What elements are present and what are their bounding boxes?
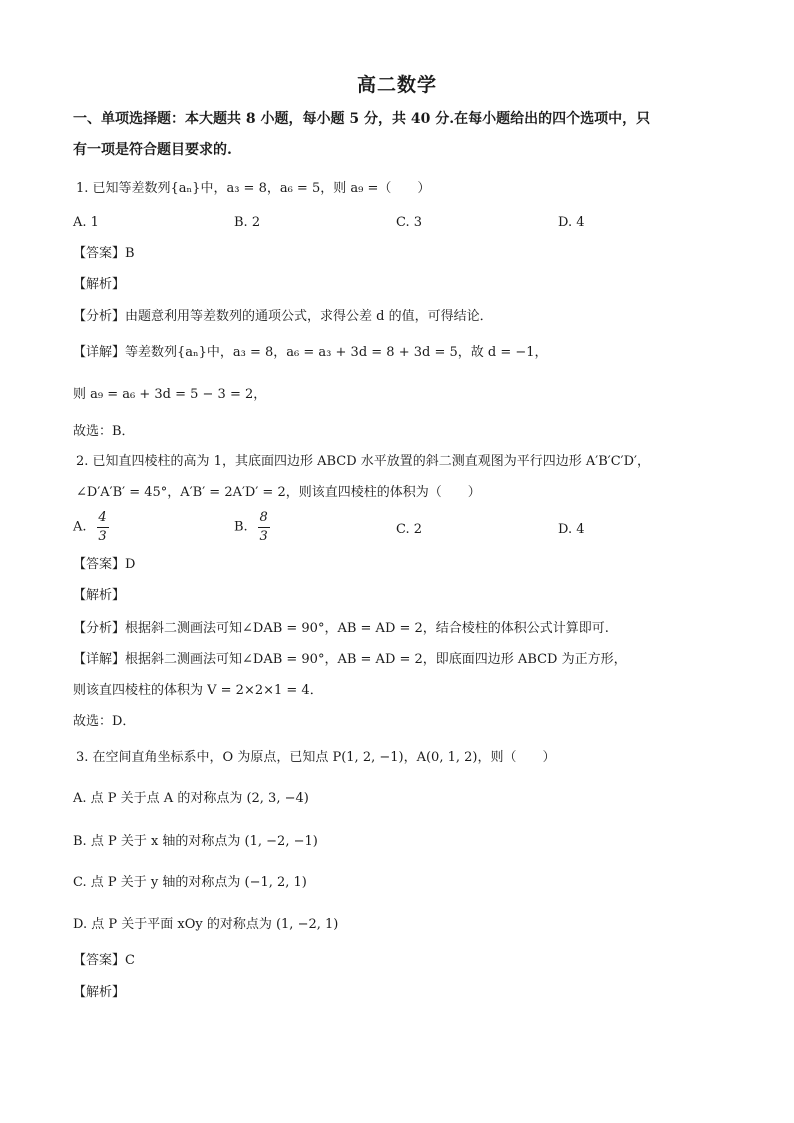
q2-option-a-numerator: 4 <box>98 510 107 525</box>
q3-option-c: C. 点 P 关于 y 轴的对称点为 (−1, 2, 1) <box>73 875 307 890</box>
q1-option-b: B. 2 <box>234 215 261 230</box>
q1-conclusion: 故选：B． <box>73 424 135 439</box>
q2-calc: 则该直四棱柱的体积为 V = 2×2×1 = 4． <box>73 683 323 698</box>
q2-option-b-denominator: 3 <box>259 529 268 544</box>
q2-fenxi: 【分析】根据斜二测画法可知∠DAB = 90°，AB = AD = 2，结合棱柱的体积公式计算即可. <box>73 621 609 636</box>
section-heading-line2: 有一项是符合题目要求的. <box>73 142 232 158</box>
section-heading-line1: 一、单项选择题：本大题共 8 小题，每小题 5 分，共 40 分.在每小题给出的四个选项中，只 <box>73 111 651 127</box>
q2-stem-line1: 2. 已知直四棱柱的高为 1，其底面四边形 ABCD 水平放置的斜二测直观图为平行四边形 A′B′C′D′， <box>76 454 651 469</box>
q1-analysis-label: 【解析】 <box>73 277 126 292</box>
q1-option-d: D. 4 <box>558 215 585 230</box>
q2-option-a-label: A. <box>73 519 87 535</box>
q2-option-a <box>73 511 109 544</box>
page-title: 高二数学 <box>356 74 437 96</box>
q3-option-a: A. 点 P 关于点 A 的对称点为 (2, 3, −4) <box>73 791 309 806</box>
q2-option-b-label: B. <box>234 519 248 535</box>
q2-answer: 【答案】D <box>73 557 136 572</box>
q2-stem-line2: ∠D′A′B′ = 45°，A′B′ = 2A′D′ = 2，则该直四棱柱的体积为（ ） <box>76 485 481 500</box>
q1-option-c: C. 3 <box>396 215 423 230</box>
q2-option-b-numerator: 8 <box>259 510 268 525</box>
q2-option-a-fraction <box>97 511 109 544</box>
q1-calc: 则 a₉ = a₆ + 3d = 5 − 3 = 2， <box>73 387 267 402</box>
q2-option-d: D. 4 <box>558 522 585 537</box>
q2-xiangjie: 【详解】根据斜二测画法可知∠DAB = 90°，AB = AD = 2，即底面四边形 ABCD 为正方形， <box>73 652 627 667</box>
q3-option-d: D. 点 P 关于平面 xOy 的对称点为 (1, −2, 1) <box>73 917 339 932</box>
q3-stem: 3. 在空间直角坐标系中，O 为原点，已知点 P(1, 2, −1)，A(0, 1, 2)，则（ ） <box>76 750 556 765</box>
q1-fenxi: 【分析】由题意利用等差数列的通项公式，求得公差 d 的值，可得结论． <box>73 309 493 324</box>
q1-stem: 1. 已知等差数列{aₙ}中，a₃ = 8，a₆ = 5，则 a₉ =（ ） <box>76 181 431 196</box>
q1-xiangjie: 【详解】等差数列{aₙ}中，a₃ = 8，a₆ = a₃ + 3d = 8 + 3d = 5，故 d = −1， <box>73 345 548 360</box>
q2-analysis-label: 【解析】 <box>73 588 126 603</box>
q2-option-b <box>234 511 270 544</box>
q1-option-a: A. 1 <box>73 215 99 230</box>
q1-answer: 【答案】B <box>73 246 135 261</box>
q2-option-a-denominator: 3 <box>98 529 107 544</box>
q3-option-b: B. 点 P 关于 x 轴的对称点为 (1, −2, −1) <box>73 834 318 849</box>
q2-option-b-fraction <box>258 511 270 544</box>
q3-answer: 【答案】C <box>73 953 135 968</box>
q3-analysis-label: 【解析】 <box>73 985 126 1000</box>
q2-conclusion: 故选：D． <box>73 714 136 729</box>
q2-option-c: C. 2 <box>396 522 423 537</box>
